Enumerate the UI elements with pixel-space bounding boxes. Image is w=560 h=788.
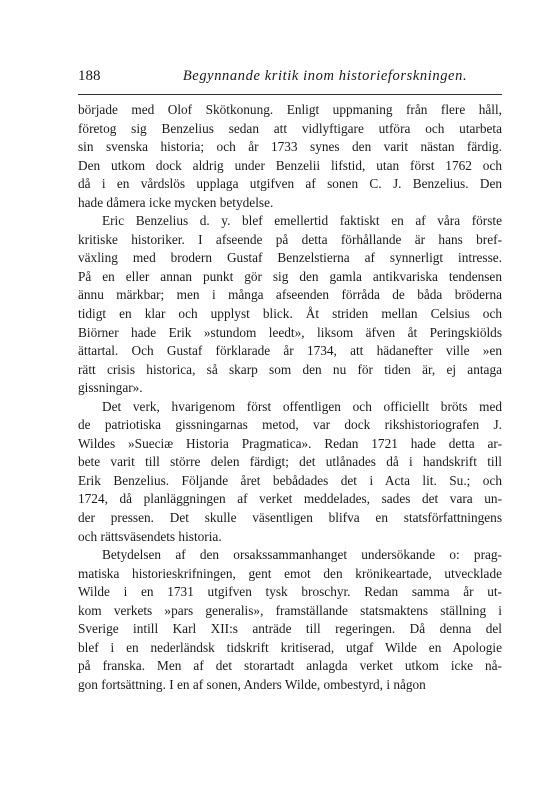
- paragraph: [78, 101, 502, 212]
- text-line: de patriotiska gissningarnas metod, var dock rikshistoriografen J.: [78, 417, 502, 433]
- text-line: gon fortsättning. I en af sonen, Anders Wilde, ombestyrd, i någon: [78, 676, 426, 692]
- text-line: växling med brodern Gustaf Benzelstierna af synnerligt intresse.: [78, 250, 502, 266]
- text-line: Eric Benzelius d. y. blef emellertid faktiskt en af våra förste: [102, 213, 502, 229]
- text-line: blef i en nederländsk tidskrift kritiserad, utgaf Wilde en Apologie: [78, 639, 502, 655]
- text-line: rätt crisis historica, så skarp som den nu för tiden är, ej antaga: [78, 361, 502, 377]
- text-line: Den utkom dock aldrig under Benzelii lifstid, utan först 1762 och: [78, 157, 502, 173]
- paragraph: [78, 546, 502, 694]
- text-line: På en eller annan punkt gör sig den gamla antikvariska tendensen: [78, 268, 502, 284]
- paragraph: [78, 398, 502, 546]
- paragraph: [78, 212, 502, 397]
- text-line: Erik Benzelius. Följande året bebådades det i Acta lit. Su.; och: [78, 472, 502, 488]
- text-line: började med Olof Skötkonung. Enligt uppmaning från flere håll,: [78, 102, 502, 117]
- running-head: [78, 68, 502, 90]
- text-line: gissningar».: [78, 380, 143, 396]
- text-line: företog sig Benzelius sedan att vidlyftigare utföra och utarbeta: [78, 120, 502, 136]
- text-line: Wilde i en 1731 utgifven tysk broschyr. Redan samma år ut-: [78, 584, 502, 600]
- text-line: kom verkets »pars generalis», framställande statsmaktens ställning i: [78, 602, 502, 618]
- text-line: Biörner hade Erik »stundom leedt», liksom äfven åt Peringskiölds: [78, 324, 502, 340]
- body-text: [78, 101, 502, 695]
- text-line: kritiske historiker. I afseende på detta förhållande är hans bref-: [78, 231, 502, 247]
- running-title: Begynnande kritik inom historieforskningen.: [182, 68, 468, 84]
- text-line: då i en vårdslös upplaga utgifven af sonen C. J. Benzelius. Den: [78, 176, 502, 192]
- text-line: Wildes »Sueciæ Historia Pragmatica». Redan 1721 hade detta ar-: [78, 435, 502, 451]
- text-line: tidigt en klar och upplyst blick. Åt striden mellan Celsius och: [78, 306, 502, 322]
- page-number: 188: [78, 68, 101, 84]
- text-line: bete varit till större delen färdigt; det utlånades då i handskrift till: [78, 454, 502, 470]
- text-line: ännu märkbar; men i många afseenden förråda de båda bröderna: [78, 287, 502, 303]
- text-line: Sverige intill Karl XII:s anträde till regeringen. Då denna del: [78, 621, 502, 637]
- text-line: Betydelsen af den orsakssammanhanget undersökande o: prag-: [102, 547, 502, 563]
- text-line: ättartal. Och Gustaf förklarade år 1734, att hädanefter ville »en: [78, 343, 502, 359]
- text-line: Det verk, hvarigenom först offentligen och officiellt bröts med: [102, 398, 502, 414]
- text-line: sin svenska historia; och år 1733 synes den varit nästan färdig.: [78, 139, 502, 155]
- text-line: 1724, då planläggningen af verket meddelades, sades det vara un-: [78, 491, 502, 507]
- text-line: matiska historieskrifningen, gent emot den krönikeartade, utvecklade: [78, 565, 502, 581]
- text-line: der pressen. Det skulle väsentligen blifva en statsförfattningens: [78, 510, 502, 526]
- header-rule: [78, 94, 502, 95]
- text-line: på franska. Men af det storartadt anlagda verket utkom icke nå-: [78, 658, 502, 674]
- text-line: hade dåmera icke mycken betydelse.: [78, 194, 274, 210]
- text-line: och rättsväsendets historia.: [78, 528, 222, 544]
